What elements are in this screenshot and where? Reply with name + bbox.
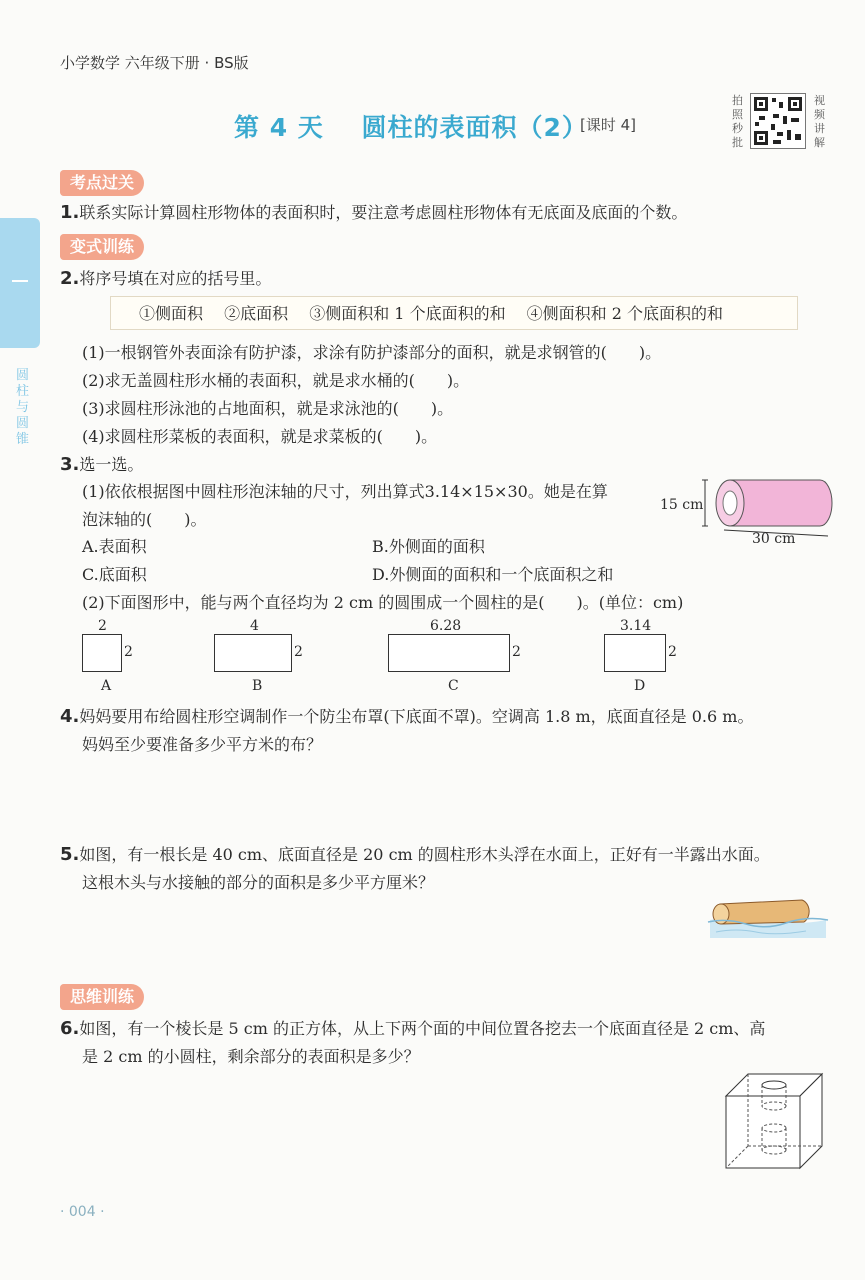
shape-d-top-label: 3.14 [620, 618, 652, 634]
shape-c-top-label: 6.28 [430, 618, 462, 634]
question-text-line1: 如图，有一根长是 40 cm、底面直径是 20 cm 的圆柱形木头浮在水面上，正好有一半露出水面。 [79, 845, 770, 864]
question-number: 1. [60, 202, 80, 223]
option-3: ③侧面积和 1 个底面积的和 [309, 304, 506, 323]
shape-b-top-label: 4 [250, 618, 259, 634]
shape-c-side-label: 2 [512, 644, 521, 660]
answer-area-q4[interactable] [82, 760, 822, 840]
shape-a-rectangle [82, 634, 122, 672]
question-text: 选一选。 [79, 455, 144, 474]
option-4: ④侧面积和 2 个底面积的和 [526, 304, 724, 323]
question-4 [60, 706, 753, 728]
choice-c: C.底面积 [82, 565, 147, 584]
lesson-title: 圆柱的表面积（2） [361, 113, 588, 142]
shape-c-letter: C [448, 678, 459, 694]
cube-with-holes-figure [722, 1070, 828, 1172]
day-label: 第 4 天 [234, 113, 324, 142]
chapter-side-label: 圆柱与圆锥 [16, 368, 30, 447]
shape-a-letter: A [101, 678, 112, 694]
book-title: 小学数学 六年级下册 · BS版 [60, 54, 249, 72]
question-6-line2: 是 2 cm 的小圆柱，剩余部分的表面积是多少？ [82, 1047, 420, 1066]
shape-d-rectangle [604, 634, 666, 672]
question-text: 将序号填在对应的括号里。 [79, 269, 272, 288]
foam-roller-height-label: 15 cm [660, 497, 704, 513]
q3-part1-line1: (1)依依根据图中圆柱形泡沫轴的尺寸，列出算式3.14×15×30。她是在算 [82, 482, 608, 501]
question-number: 6. [60, 1018, 80, 1039]
q3-part2: (2)下面图形中，能与两个直径均为 2 cm 的圆围成一个圆柱的是( )。(单位：cm) [82, 593, 684, 612]
question-1 [60, 202, 687, 224]
choice-d: D.外侧面的面积和一个底面积之和 [372, 565, 614, 584]
page-number: · 004 · [60, 1204, 105, 1220]
chapter-side-tab [0, 218, 40, 348]
shape-a-side-label: 2 [124, 644, 133, 660]
shape-b-side-label: 2 [294, 644, 303, 660]
question-number: 3. [60, 454, 80, 475]
qr-right-caption: 视频讲解 [814, 94, 825, 149]
question-number: 2. [60, 268, 80, 289]
answer-area-q6[interactable] [82, 1076, 702, 1176]
question-5 [60, 844, 770, 866]
options-box [110, 296, 798, 330]
question-6 [60, 1018, 765, 1040]
option-1: ①侧面积 [139, 304, 204, 323]
question-number: 4. [60, 706, 80, 727]
choice-a: A.表面积 [82, 537, 147, 556]
q2-item-1: (1)一根钢管外表面涂有防护漆，求涂有防护漆部分的面积，就是求钢管的( )。 [82, 343, 662, 362]
shape-d-side-label: 2 [668, 644, 677, 660]
shape-a-top-label: 2 [98, 618, 107, 634]
q3-part1-line2: 泡沫轴的( )。 [82, 510, 207, 529]
question-text-line1: 妈妈要用布给圆柱形空调制作一个防尘布罩(下底面不罩)。空调高 1.8 m，底面直径是 0.6 m。 [79, 707, 754, 726]
answer-area-q5[interactable] [82, 900, 682, 970]
question-text: 联系实际计算圆柱形物体的表面积时，要注意考虑圆柱形物体有无底面及底面的个数。 [79, 203, 688, 222]
section-badge-siwei: 思维训练 [60, 984, 144, 1010]
foam-roller-length-label: 30 cm [752, 531, 796, 547]
choice-b: B.外侧面的面积 [372, 537, 485, 556]
question-5-line2: 这根木头与水接触的部分的面积是多少平方厘米？ [82, 873, 435, 892]
question-4-line2: 妈妈至少要准备多少平方米的布？ [82, 735, 323, 754]
qr-code-icon[interactable] [750, 93, 806, 149]
section-badge-kaodian: 考点过关 [60, 170, 144, 196]
lesson-label: [课时 4] [580, 116, 637, 134]
shape-b-letter: B [252, 678, 263, 694]
option-2: ②底面积 [224, 304, 289, 323]
question-2 [60, 268, 271, 290]
question-text-line1: 如图，有一个棱长是 5 cm 的正方体，从上下两个面的中间位置各挖去一个底面直径是 2 cm、高 [79, 1019, 766, 1038]
side-tab-mark [12, 280, 28, 282]
section-badge-bianshi: 变式训练 [60, 234, 144, 260]
q2-item-4: (4)求圆柱形菜板的表面积，就是求菜板的( )。 [82, 427, 438, 446]
page-title [234, 108, 588, 144]
question-number: 5. [60, 844, 80, 865]
shape-b-rectangle [214, 634, 292, 672]
q2-item-3: (3)求圆柱形泳池的占地面积，就是求泳池的( )。 [82, 399, 454, 418]
shape-d-letter: D [634, 678, 646, 694]
floating-log-figure [706, 890, 830, 942]
question-3 [60, 454, 143, 476]
shape-c-rectangle [388, 634, 510, 672]
q2-item-2: (2)求无盖圆柱形水桶的表面积，就是求水桶的( )。 [82, 371, 470, 390]
qr-left-caption: 拍照秒批 [732, 94, 743, 149]
